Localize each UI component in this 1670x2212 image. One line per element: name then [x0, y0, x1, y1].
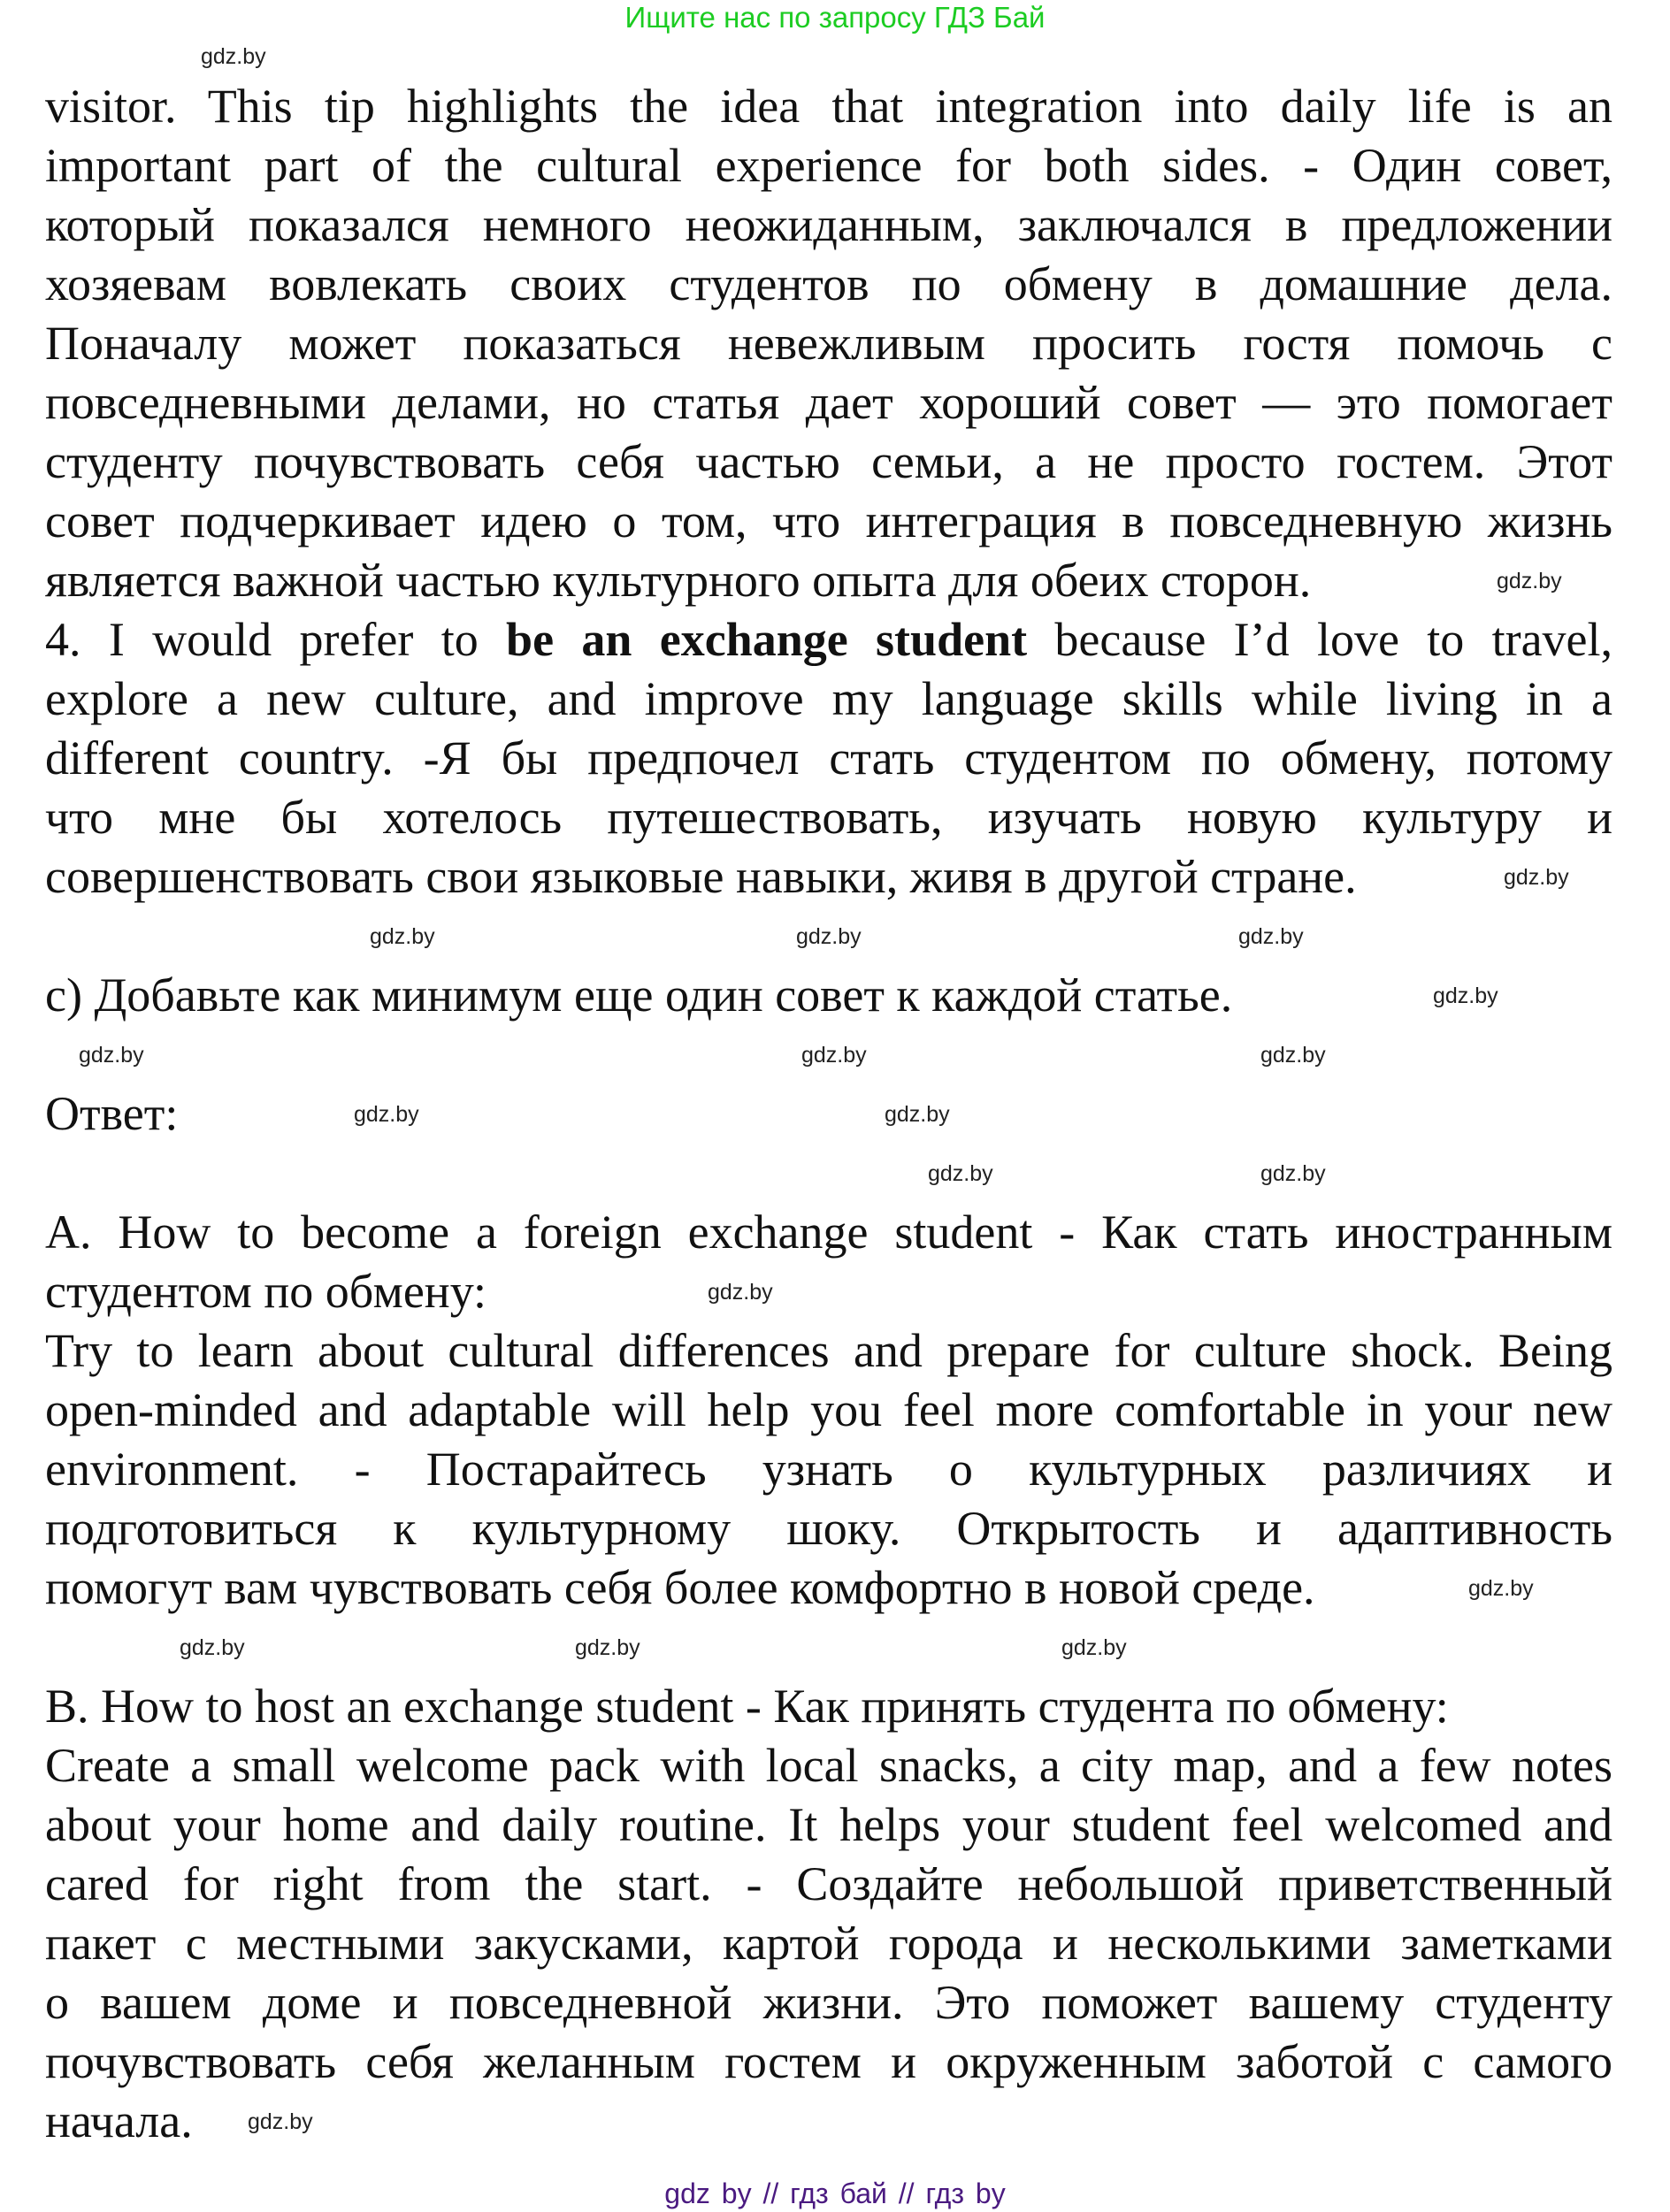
text-line: студенту почувствовать себя частью семьи, а не просто гостем. Этот: [45, 434, 1613, 488]
text-line: хозяевам вовлекать своих студентов по обмену в домашние дела.: [45, 256, 1613, 310]
text-line: [45, 610, 1613, 670]
text-line: important part of the cultural experience for both sides. - Один совет,: [45, 138, 1613, 192]
text-line: A. How to become a foreign exchange student - Как стать иностранным: [45, 1205, 1613, 1259]
text-line: помогут вам чувствовать себя более комфортно в новой среде.: [45, 1560, 1315, 1614]
text-line: B. How to host an exchange student - Как принять студента по обмену:: [45, 1679, 1449, 1733]
watermark: gdz.by: [180, 1634, 245, 1660]
watermark: gdz.by: [201, 44, 266, 69]
text-line: explore a new culture, and improve my language skills while living in a: [45, 671, 1613, 725]
text-line: повседневными делами, но статья дает хороший совет — это помогает: [45, 375, 1613, 429]
text-line: visitor. This tip highlights the idea that integration into daily life is an: [45, 79, 1613, 133]
watermark: gdz.by: [928, 1160, 993, 1186]
text-line: Поначалу может показаться невежливым просить гостя помочь с: [45, 316, 1613, 370]
text-line: cared for right from the start. - Создайте небольшой приветственный: [45, 1856, 1613, 1910]
watermark: gdz.by: [1497, 568, 1562, 593]
watermark: gdz.by: [1260, 1160, 1326, 1186]
search-hint-banner: Ищите нас по запросу ГДЗ Бай: [624, 1, 1046, 34]
watermark: gdz.by: [885, 1101, 950, 1127]
text-line: является важной частью культурного опыта для обеих сторон.: [45, 553, 1312, 607]
watermark: gdz.by: [1468, 1575, 1534, 1601]
watermark: gdz.by: [1433, 983, 1498, 1008]
watermark: gdz.by: [354, 1101, 419, 1127]
answer-label: Ответ:: [45, 1086, 179, 1140]
watermark: gdz.by: [575, 1634, 640, 1660]
text-line: пакет с местными закусками, картой города и несколькими заметками: [45, 1916, 1613, 1970]
text-line: about your home and daily routine. It helps your student feel welcomed and: [45, 1797, 1613, 1851]
bold-phrase: be an exchange student: [506, 612, 1028, 666]
watermark: gdz.by: [1238, 923, 1304, 949]
watermark: gdz.by: [796, 923, 862, 949]
text-line: different country. -Я бы предпочел стать студентом по обмену, потому: [45, 731, 1613, 785]
task-heading: c) Добавьте как минимум еще один совет к каждой статье.: [45, 968, 1233, 1022]
text-line: environment. - Постарайтесь узнать о культурных различиях и: [45, 1442, 1613, 1496]
text-line: подготовиться к культурному шоку. Открытость и адаптивность: [45, 1501, 1613, 1555]
watermark: gdz.by: [1061, 1634, 1127, 1660]
text-line: совет подчеркивает идею о том, что интеграция в повседневную жизнь: [45, 494, 1613, 547]
text-line: Try to learn about cultural differences and prepare for culture shock. Being: [45, 1323, 1613, 1377]
text-line: open-minded and adaptable will help you feel more comfortable in your new: [45, 1382, 1613, 1436]
watermark: gdz.by: [79, 1042, 144, 1068]
watermark: gdz.by: [801, 1042, 867, 1068]
watermark: gdz.by: [370, 923, 435, 949]
text-line: студентом по обмену:: [45, 1264, 486, 1318]
text-segment: 4. I would prefer to: [45, 612, 507, 666]
watermark: gdz.by: [708, 1279, 773, 1305]
text-line: который показался немного неожиданным, заключался в предложении: [45, 197, 1613, 251]
text-line: о вашем доме и повседневной жизни. Это поможет вашему студенту: [45, 1975, 1613, 2029]
text-line: начала.: [45, 2093, 193, 2147]
text-line: совершенствовать свои языковые навыки, живя в другой стране.: [45, 849, 1357, 903]
text-line: Create a small welcome pack with local snacks, a city map, and a few notes: [45, 1738, 1613, 1792]
text-line: почувствовать себя желанным гостем и окруженным заботой с самого: [45, 2034, 1613, 2088]
text-line: что мне бы хотелось путешествовать, изучать новую культуру и: [45, 790, 1613, 844]
footer-links[interactable]: gdz by // гдз бай // гдз by: [664, 2178, 1006, 2209]
watermark: gdz.by: [1260, 1042, 1326, 1068]
watermark: gdz.by: [1504, 864, 1569, 890]
text-segment: because I’d love to travel,: [1027, 612, 1613, 666]
watermark: gdz.by: [248, 2109, 313, 2134]
